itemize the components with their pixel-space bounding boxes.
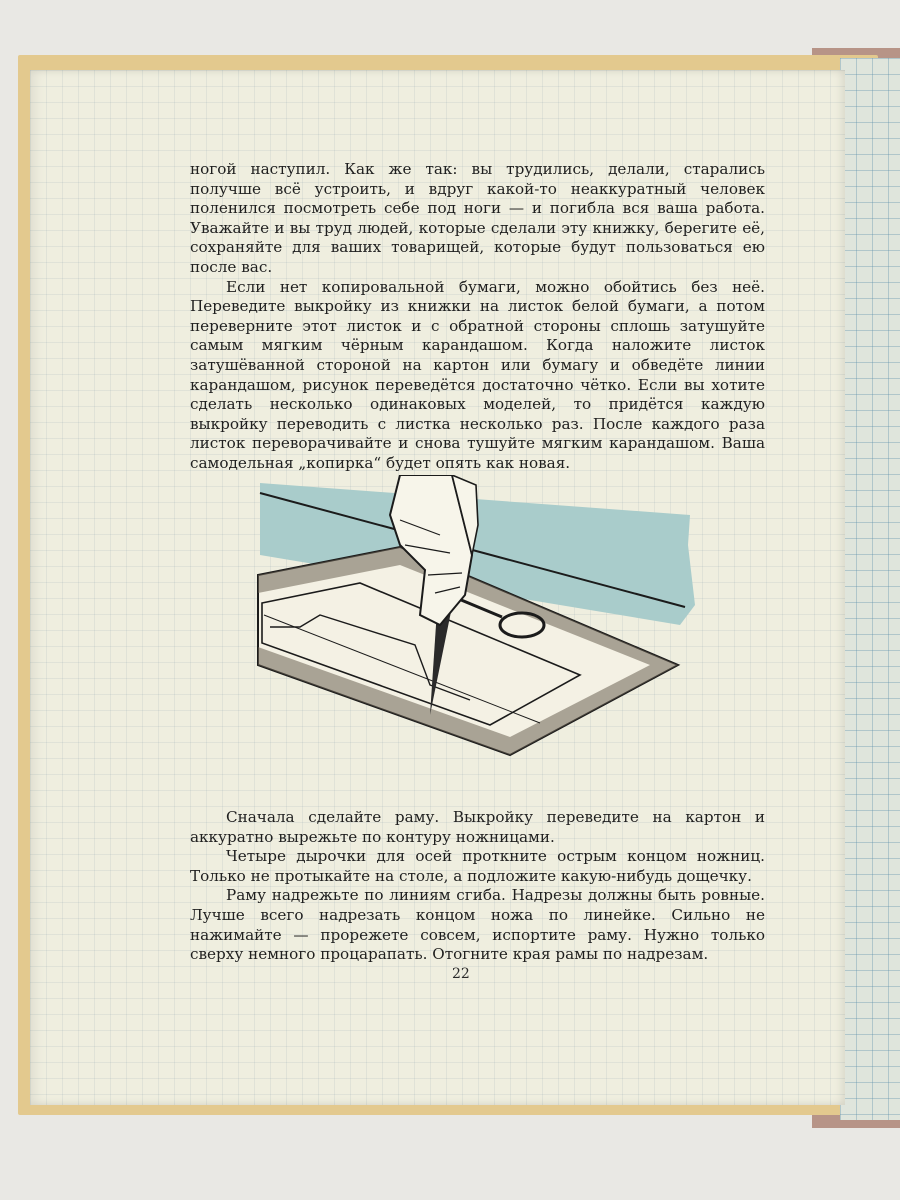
paragraph-axle-holes: Четыре дырочки для осей проткните острым концом ножниц. Только не протыкайте на столе, а подложите какую-нибудь дощечку.: [190, 847, 765, 885]
paragraph-copy-without-carbon: Если нет копировальной бумаги, можно обойтись без неё. Переведите выкройку из книжки на листок белой бумаги, а потом переверните этот листок и с обратной стороны сплошь затушуйте самым мягким чёрным карандашом. Когда наложите листок затушёванной стороной на картон или бумагу и обведёте линии карандашом, рисунок переведётся достаточно чётко. Если вы хотите сделать несколько одинаковых моделей, то придётся каждую выкройку переводить с листка несколько раз. После каждого раза листок переворачивайте и снова тушуйте мягким карандашом. Ваша самодельная „копирка“ будет опять как новая.: [190, 277, 765, 472]
paragraph-make-frame: Сначала сделайте раму. Выкройку переведите на картон и аккуратно вырежьте по контуру ножницами.: [190, 808, 765, 846]
facing-page-edge: [840, 58, 900, 1120]
hand-scissors-cutting-cardboard-frame-icon: [240, 475, 700, 775]
page-number: 22: [452, 966, 470, 982]
top-text-block: [190, 160, 765, 474]
paragraph-fold-cuts: Раму надрежьте по линиям сгиба. Надрезы должны быть ровные. Лучше всего надрезать концом ножа по линейке. Сильно не нажимайте — прорежете совсем, испортите раму. Нужно только сверху немного процарапать. Отогните края рамы по надрезам.: [190, 886, 765, 964]
paragraph-continuation: ногой наступил. Как же так: вы трудились, делали, старались получше всё устроить, и вдруг какой-то неаккуратный человек поленился посмотреть себе под ноги — и погибла вся ваша работа. Уважайте и вы труд людей, которые сделали эту книжку, берегите её, сохраняйте для ваших товарищей, которые будут пользоваться ею после вас.: [190, 160, 765, 276]
bottom-text-block: [190, 808, 765, 965]
